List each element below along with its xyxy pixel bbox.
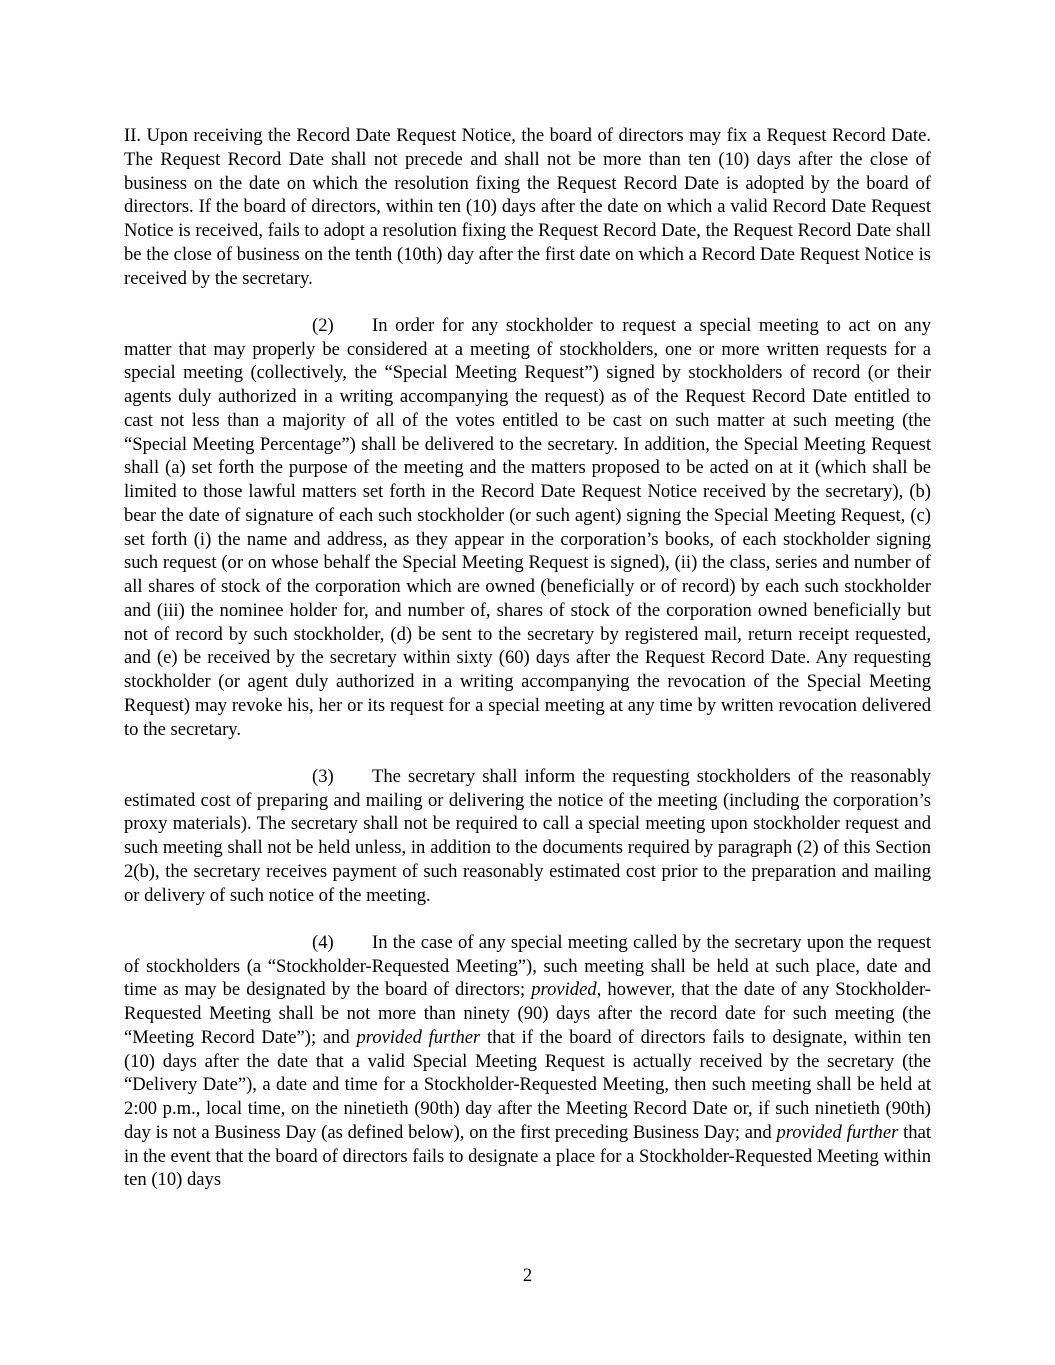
paragraph-4-italic-provided-further-1: provided further <box>356 1026 481 1048</box>
document-body <box>124 124 931 1216</box>
paragraph-4-text-b: however, that the date of any Stockholder-Requested Meeting shall be not more than ninety (90) days after the record date for such meeting (the “Meeting Record Date”); and <box>124 979 931 1048</box>
paragraph-4-number: (4) <box>312 931 334 953</box>
paragraph-4-text-c: that if the board of directors fails to designate, within ten (10) days after the date that a valid Special Meeting Request is actually received by the secretary (the “Delivery Date”), a date and time for a Stockholder-Requested Meeting, then such meeting shall be held at 2:00 p.m., local time, on the ninetieth (90th) day after the Meeting Record Date or, if such ninetieth (90th) day is not a Business Day (as defined below), on the first preceding Business Day; and <box>124 1026 931 1143</box>
paragraph-3-text: The secretary shall inform the requesting stockholders of the reasonably estimated cost of preparing and mailing or delivering the notice of the meeting (including the corporation’s proxy materials). The secretary shall not be required to call a special meeting upon stockholder request and such meeting shall not be held unless, in addition to the documents required by paragraph (2) of this Section 2(b), the secretary receives payment of such reasonably estimated cost prior to the preparation and mailing or delivery of such notice of the meeting. <box>124 765 931 906</box>
paragraph-2-number: (2) <box>312 314 334 336</box>
paragraph-4-text-a: In the case of any special meeting called by the secretary upon the request of stockholders (a “Stockholder-Requested Meeting”), such meeting shall be held at such place, date and time as may be designated by the board of directors; <box>124 931 931 1001</box>
paragraph-3-number: (3) <box>312 765 334 787</box>
paragraph-3 <box>124 765 931 908</box>
paragraph-4-italic-provided-further-2: provided further <box>776 1121 899 1143</box>
paragraph-4-italic-provided: provided, <box>531 979 602 1001</box>
paragraph-ii: II. Upon receiving the Record Date Request Notice, the board of directors may fix a Request Record Date. The Request Record Date shall not precede and shall not be more than ten (10) days after the close of business on the date on which the resolution fixing the Request Record Date is adopted by the board of directors. If the board of directors, within ten (10) days after the date on which a valid Record Date Request Notice is received, fails to adopt a resolution fixing the Request Record Date, the Request Record Date shall be the close of business on the tenth (10th) day after the first date on which a Record Date Request Notice is received by the secretary. <box>124 125 931 289</box>
page-number: 2 <box>522 1265 533 1286</box>
paragraph-2-text: In order for any stockholder to request a special meeting to act on any matter that may properly be considered at a meeting of stockholders, one or more written requests for a special meeting (collectively, the “Special Meeting Request”) signed by stockholders of record (or their agents duly authorized in a writing accompanying the request) as of the Request Record Date entitled to cast not less than a majority of all of the votes entitled to be cast on such matter at such meeting (the “Special Meeting Percentage”) shall be delivered to the secretary. In addition, the Special Meeting Request shall (a) set forth the purpose of the meeting and the matters proposed to be acted on at it (which shall be limited to those lawful matters set forth in the Record Date Request Notice received by the secretary), (b) bear the date of signature of each such stockholder (or such agent) signing the Special Meeting Request, (c) set forth (i) the name and address, as they appear in the corporation’s books, of each stockholder signing such request (or on whose behalf the Special Meeting Request is signed), (ii) the class, series and number of all shares of stock of the corporation which are owned (beneficially or of record) by each such stockholder and (iii) the nominee holder for, and number of, shares of stock of the corporation owned beneficially but not of record by such stockholder, (d) be sent to the secretary by registered mail, return receipt requested, and (e) be received by the secretary within sixty (60) days after the Request Record Date. Any requesting stockholder (or agent duly authorized in a writing accompanying the revocation of the Special Meeting Request) may revoke his, her or its request for a special meeting at any time by written revocation delivered to the secretary. <box>124 314 931 740</box>
paragraph-4 <box>124 931 931 1192</box>
paragraph-2 <box>124 314 931 742</box>
paragraph-4-text-d: that in the event that the board of directors fails to designate a place for a Stockholder-Requested Meeting within ten (10) days <box>124 1121 931 1191</box>
